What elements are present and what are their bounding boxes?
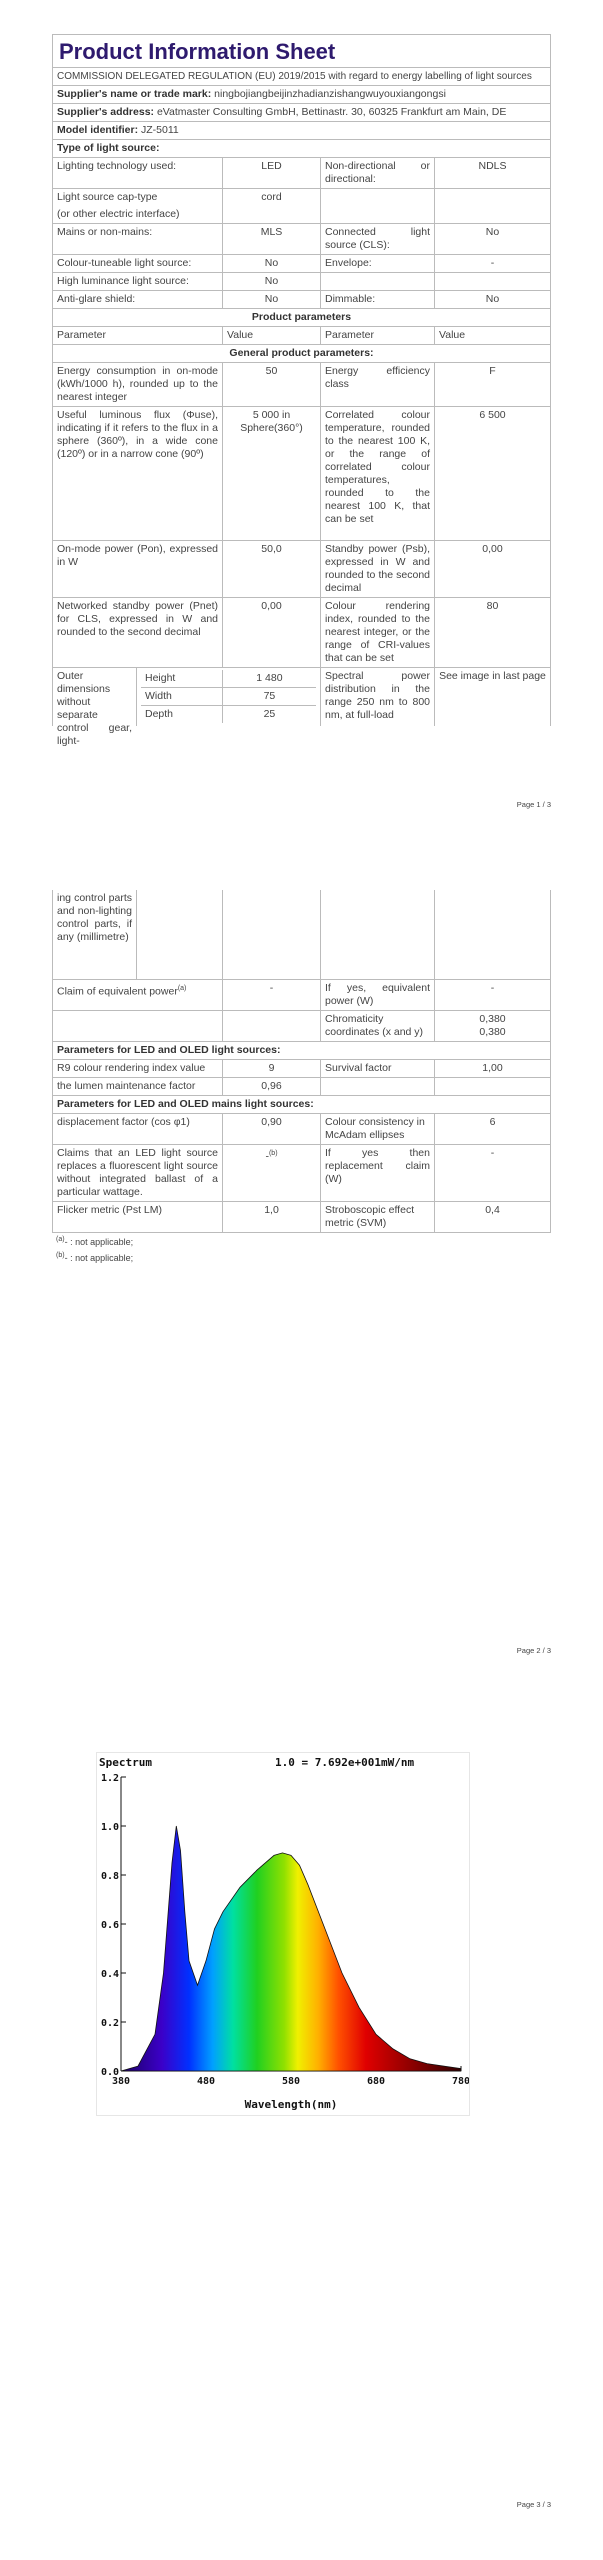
dim-label: Height (141, 670, 223, 687)
cell-value: No (223, 291, 321, 308)
footnote-a-text: : not applicable; (70, 1237, 134, 1247)
x-tick-label: 480 (196, 2076, 216, 2087)
x-tick-label: 380 (111, 2076, 131, 2087)
regulation-row (53, 68, 550, 86)
cell-value: 0,380 0,380 (479, 1013, 506, 1038)
type-heading-row (53, 140, 550, 158)
cell-label (53, 1011, 223, 1041)
model-label: Model identifier: (57, 124, 139, 136)
cell-value: F (489, 365, 496, 377)
cell-value: cord (223, 189, 321, 206)
cell-label: Dimmable: (321, 291, 435, 308)
spectrum-scale: 1.0 = 7.692e+001mW/nm (275, 1756, 415, 1769)
cell-value: 50,0 (223, 541, 321, 597)
table-row (53, 1114, 550, 1145)
type-heading: Type of light source: (57, 142, 160, 154)
x-tick-label: 580 (281, 2076, 301, 2087)
cell-value (223, 1145, 321, 1201)
cell-label: Light source cap-type (53, 189, 223, 206)
cell-value: 1,0 (223, 1202, 321, 1232)
params-heading: Product parameters (251, 311, 352, 323)
cell-value: 0,00 (482, 543, 503, 555)
cell-label: Colour consistency in McAdam ellipses (321, 1114, 435, 1144)
x-tick-label: 680 (366, 2076, 386, 2087)
cell-label: Colour-tuneable light source: (53, 255, 223, 272)
cell-label (321, 189, 435, 206)
table-row (53, 255, 550, 273)
dim-label: Width (141, 688, 223, 705)
x-axis-label: Wavelength(nm) (244, 2098, 338, 2111)
cell-label: On-mode power (Pon), expressed in W (53, 541, 223, 597)
table-row (53, 1145, 550, 1202)
info-sheet-page-1 (52, 34, 551, 747)
cell-label: Standby power (Psb), expressed in W and rounded to the second decimal (321, 541, 435, 597)
cell-value: MLS (223, 224, 321, 254)
supplier-name: ningbojiangbeijinzhadianzishangwuyouxiangongsi (214, 88, 446, 100)
cell-label: Anti-glare shield: (53, 291, 223, 308)
column-header: Value (223, 327, 321, 344)
cell-label: R9 colour rendering index value (53, 1060, 223, 1077)
cell-label: (or other electric interface) (53, 206, 223, 223)
claim-label: Claim of equivalent power (57, 985, 178, 998)
supplier-address-row (53, 104, 550, 122)
y-tick-label: 0.2 (100, 2018, 119, 2029)
cell-label (53, 980, 223, 1010)
cell-value: No (485, 293, 500, 305)
table-row (53, 291, 550, 309)
spectrum-title: Spectrum (99, 1756, 152, 1769)
dimensions-row (53, 668, 550, 747)
cell-value: 9 (223, 1060, 321, 1077)
cell-label: If yes, equivalent power (W) (321, 980, 435, 1010)
cell-value: 50 (223, 363, 321, 406)
cell-label: Correlated colour temperature, rounded to the nearest 100 K, or the range of correlated colour temperatures, rounded to the nearest 100 K, that can be set (321, 407, 435, 540)
general-heading-row (53, 345, 550, 363)
cell-label: Survival factor (321, 1060, 435, 1077)
cell-value (435, 189, 550, 206)
cell-value: 0,96 (223, 1078, 321, 1095)
table-row (53, 541, 550, 598)
y-tick-label: 0.4 (100, 1969, 119, 1980)
dim-value: 75 (263, 690, 276, 702)
regulation-text: COMMISSION DELEGATED REGULATION (EU) 2019/2015 with regard to energy labelling of light sources (57, 71, 532, 82)
table-row (53, 1078, 550, 1096)
footnote-b-text: : not applicable; (70, 1253, 134, 1263)
cell-value-text: - (265, 1150, 269, 1163)
dim-width-row (141, 688, 316, 706)
page-3 (0, 1700, 603, 2560)
cell-label: Lighting technology used: (53, 158, 223, 188)
footnote-a-symbol: - (64, 1237, 68, 1247)
mains-heading-row (53, 1096, 550, 1114)
table-row (53, 363, 550, 407)
spectrum-chart (96, 1752, 470, 2116)
page-number: Page 1 / 3 (516, 800, 551, 809)
cell-label: Mains or non-mains: (53, 224, 223, 254)
cell-label: Envelope: (321, 255, 435, 272)
cell-label: Spectral power distribution in the range 250 nm to 800 nm, at full-load (321, 668, 435, 726)
cell-value (435, 273, 550, 290)
cell-value: 1,00 (482, 1062, 503, 1074)
spectrum-area (121, 1826, 461, 2071)
empty-cell (321, 1078, 435, 1095)
dimensions-label: ing control parts and non-lighting control parts, if any (millimetre) (53, 890, 137, 979)
mains-heading: Parameters for LED and OLED mains light sources: (57, 1098, 314, 1110)
page-title: Product Information Sheet (53, 35, 550, 68)
column-header: Parameter (53, 327, 223, 344)
empty-cell (321, 890, 435, 979)
table-row (53, 189, 550, 206)
table-header-row (53, 327, 550, 345)
dimensions-label: Outer dimensions without separate control gear, light- (53, 668, 137, 726)
page-1 (0, 0, 603, 820)
footnote-b: $^{(b)}$- : not applicable; (56, 1252, 134, 1263)
empty-cell (137, 890, 223, 979)
table-row (53, 273, 550, 291)
table-row (53, 206, 550, 224)
cell-value: 0,00 (223, 598, 321, 667)
y-tick-label: 1.2 (100, 1773, 119, 1784)
supplier-address-cell (53, 104, 550, 121)
page-2 (0, 890, 603, 1690)
cell-label: Claims that an LED light source replaces a fluorescent light source without integrated ballast of a particular wattage. (53, 1145, 223, 1201)
info-sheet-page-2 (52, 890, 551, 1233)
supplier-name-label: Supplier's name or trade mark: (57, 88, 212, 100)
cell-value: 0,4 (485, 1204, 500, 1216)
cell-label: Stroboscopic effect metric (SVM) (321, 1202, 435, 1232)
cell-value: 6 (489, 1116, 496, 1128)
cell-value: LED (223, 158, 321, 188)
cell-value (223, 1011, 321, 1041)
column-header: Parameter (321, 327, 435, 344)
y-tick-label: 0.0 (100, 2067, 119, 2078)
cell-value: 5 000 in Sphere(360°) (223, 407, 321, 540)
cell-label: Flicker metric (Pst LM) (53, 1202, 223, 1232)
dimensions-subtable (137, 668, 321, 726)
table-row (53, 980, 550, 1011)
table-row (53, 224, 550, 255)
cell-value: See image in last page (439, 670, 546, 682)
cell-label: Chromaticity coordinates (x and y) (321, 1011, 435, 1041)
cell-value: No (223, 273, 321, 290)
dim-depth-row (141, 706, 316, 723)
y-tick-label: 0.8 (100, 1871, 119, 1882)
cell-value: - (490, 257, 495, 269)
x-tick-label: 780 (451, 2076, 469, 2087)
supplier-name-cell (53, 86, 550, 103)
cell-value: No (485, 226, 500, 238)
footnote-b-symbol: - (64, 1253, 68, 1263)
y-tick-label: 1.0 (100, 1822, 119, 1833)
note-ref-a: (a) (177, 985, 187, 992)
dim-label: Depth (141, 706, 223, 723)
empty-cell (223, 890, 321, 979)
cell-label: the lumen maintenance factor (53, 1078, 223, 1095)
footnote-a: $^{(a)}$- : not applicable; (56, 1236, 134, 1247)
cell-label: Energy consumption in on-mode (kWh/1000 h), rounded up to the nearest integer (53, 363, 223, 406)
cell-value: - (223, 980, 321, 1010)
cell-label (321, 206, 435, 223)
column-header: Value (439, 329, 466, 341)
supplier-address: eVatmaster Consulting GmbH, Bettinastr. 30, 60325 Frankfurt am Main, DE (156, 106, 507, 118)
page-number: Page 3 / 3 (516, 2500, 551, 2509)
cell-label: Useful luminous flux (Φuse), indicating if it refers to the flux in a sphere (360º), in a wide cone (120º) or in a narrow cone (90º) (53, 407, 223, 540)
empty-cell (435, 890, 550, 979)
table-row (53, 598, 550, 668)
dimensions-row-continued (53, 890, 550, 980)
cell-label: displacement factor (cos φ1) (53, 1114, 223, 1144)
table-row (53, 1060, 550, 1078)
table-row (53, 158, 550, 189)
cell-label: Non-directional or directional: (321, 158, 435, 188)
supplier-name-row (53, 86, 550, 104)
table-row (53, 1011, 550, 1042)
cell-label: Connected light source (CLS): (321, 224, 435, 254)
cell-value: - (490, 982, 495, 994)
cell-label: If yes then replacement claim (W) (321, 1145, 435, 1201)
table-row (53, 407, 550, 541)
cell-value: NDLS (478, 160, 507, 172)
model-cell (53, 122, 550, 139)
led-heading-row (53, 1042, 550, 1060)
cell-value: 6 500 (479, 409, 506, 421)
cell-value: No (223, 255, 321, 272)
cell-label: Energy efficiency class (321, 363, 435, 406)
dim-height-row (141, 670, 316, 688)
cell-label (321, 273, 435, 290)
y-tick-label: 0.6 (100, 1920, 119, 1931)
cell-value: 80 (486, 600, 499, 612)
spectrum-svg (97, 1753, 469, 2115)
cell-value (435, 206, 550, 223)
table-row (53, 1202, 550, 1233)
general-heading: General product parameters: (229, 347, 374, 359)
cell-label: Colour rendering index, rounded to the nearest integer, or the range of CRI-values that can be set (321, 598, 435, 667)
params-heading-row (53, 309, 550, 327)
empty-cell (435, 1078, 550, 1095)
model-row (53, 122, 550, 140)
supplier-address-label: Supplier's address: (57, 106, 155, 118)
dim-value: 1 480 (256, 672, 283, 684)
led-heading: Parameters for LED and OLED light sources: (57, 1044, 281, 1056)
cell-value: - (490, 1147, 495, 1159)
note-ref-b: (b) (268, 1150, 278, 1157)
dim-value: 25 (263, 708, 276, 720)
cell-value: 0,90 (223, 1114, 321, 1144)
cell-label: Networked standby power (Pnet) for CLS, expressed in W and rounded to the second decimal (53, 598, 223, 667)
model-identifier: JZ-5011 (141, 124, 179, 136)
cell-value (223, 206, 321, 223)
page-number: Page 2 / 3 (516, 1646, 551, 1655)
cell-label: High luminance light source: (53, 273, 223, 290)
